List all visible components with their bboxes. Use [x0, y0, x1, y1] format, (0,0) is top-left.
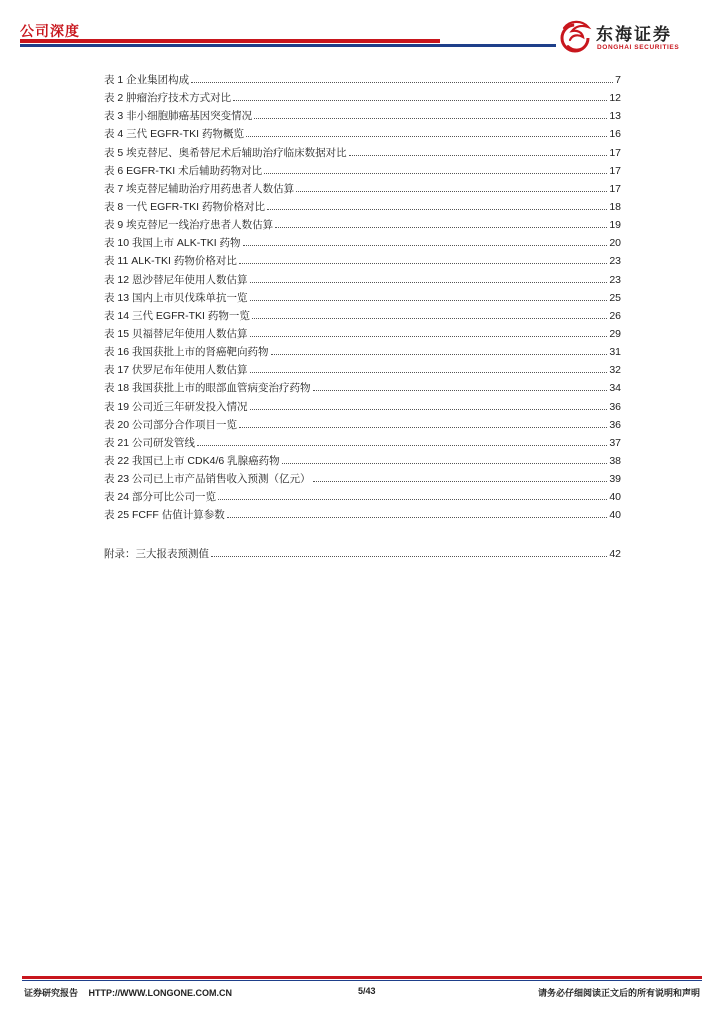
toc-entry-page: 23	[609, 273, 621, 286]
header-section-title: 公司深度	[20, 23, 80, 39]
toc-entry-label: 表 20 公司部分合作项目一览	[104, 418, 238, 431]
toc-entry-page: 36	[609, 418, 621, 431]
toc-entry-label: 表 22 我国已上市 CDK4/6 乳腺癌药物	[104, 454, 280, 467]
toc-leader-dots	[267, 209, 607, 210]
toc-entry[interactable]	[104, 89, 621, 107]
toc-leader-dots	[246, 136, 607, 137]
toc-leader-dots	[218, 499, 607, 500]
toc-entry-label: 表 21 公司研发管线	[104, 436, 196, 449]
toc-entry-page: 34	[609, 382, 621, 395]
footer-divider-blue	[22, 980, 702, 981]
toc-leader-dots	[282, 463, 608, 464]
toc-entry-page: 40	[609, 491, 621, 504]
toc-entry-label: 表 5 埃克替尼、奥希替尼术后辅助治疗临床数据对比	[104, 146, 347, 159]
toc-entry-label: 表 13 国内上市贝伐珠单抗一览	[104, 291, 248, 304]
toc-entry-page: 38	[609, 454, 621, 467]
toc-entry[interactable]	[104, 488, 621, 506]
toc-leader-dots	[250, 282, 608, 283]
toc-entry-page: 31	[609, 346, 621, 359]
toc-entry[interactable]	[104, 470, 621, 488]
toc-entry[interactable]	[104, 271, 621, 289]
toc-leader-dots	[252, 318, 607, 319]
toc-leader-dots	[271, 354, 608, 355]
page-footer	[24, 986, 700, 1000]
toc-entry-label: 表 2 肿瘤治疗技术方式对比	[104, 92, 232, 105]
footer-website-link[interactable]: HTTP://WWW.LONGONE.COM.CN	[88, 988, 233, 998]
toc-entry-label: 表 24 部分可比公司一览	[104, 491, 217, 504]
toc-entry[interactable]	[104, 434, 621, 452]
toc-entry-page: 26	[609, 309, 621, 322]
toc-entry-page: 42	[609, 548, 621, 560]
toc-entry-page: 18	[609, 200, 621, 213]
toc-entry[interactable]	[104, 216, 621, 234]
toc-entry-label: 表 4 三代 EGFR-TKI 药物概览	[104, 128, 245, 141]
toc-entry-page: 40	[609, 509, 621, 522]
toc-leader-dots	[227, 517, 608, 518]
toc-entry-label: 表 25 FCFF 估值计算参数	[104, 509, 225, 522]
toc-entry-label: 表 3 非小细胞肺癌基因突变情况	[104, 110, 253, 123]
footer-page-number: 5/43	[358, 986, 376, 996]
toc-entry[interactable]	[104, 452, 621, 470]
toc-entry-label: 表 10 我国上市 ALK-TKI 药物	[104, 237, 241, 250]
toc-entry[interactable]	[104, 416, 621, 434]
toc-leader-dots	[250, 300, 608, 301]
toc-leader-dots	[243, 245, 608, 246]
toc-entry-page: 39	[609, 473, 621, 486]
toc-entry-label: 表 7 埃克替尼辅助治疗用药患者人数估算	[104, 182, 295, 195]
toc-leader-dots	[264, 173, 607, 174]
toc-leader-dots	[349, 155, 608, 156]
footer-report-type: 证券研究报告	[24, 988, 79, 998]
footer-disclaimer: 请务必仔细阅读正文后的所有说明和声明	[537, 988, 700, 998]
toc-entry-label: 表 14 三代 EGFR-TKI 药物一览	[104, 309, 250, 322]
toc-entry[interactable]	[104, 252, 621, 270]
toc-leader-dots	[211, 556, 607, 557]
table-of-tables-list	[104, 71, 621, 525]
header-divider-blue	[20, 44, 556, 47]
toc-leader-dots	[239, 427, 607, 428]
toc-entry[interactable]	[104, 162, 621, 180]
toc-entry-page: 29	[609, 327, 621, 340]
logo-english-name: DONGHAI SECURITIES	[597, 44, 680, 51]
toc-entry[interactable]	[104, 198, 621, 216]
toc-entry-label: 表 23 公司已上市产品销售收入预测（亿元）	[104, 473, 311, 486]
dragon-logo-icon	[558, 18, 592, 56]
toc-entry[interactable]	[104, 180, 621, 198]
toc-entry-label: 表 16 我国获批上市的肾癌靶向药物	[104, 346, 269, 359]
toc-entry-label: 附录：三大报表预测值	[104, 548, 209, 560]
toc-leader-dots	[239, 263, 607, 264]
toc-entry[interactable]	[104, 325, 621, 343]
header-divider-red	[20, 39, 440, 43]
toc-entry-label: 表 18 我国获批上市的眼部血管病变治疗药物	[104, 382, 311, 395]
toc-entry[interactable]	[104, 506, 621, 524]
toc-leader-dots	[191, 82, 613, 83]
toc-leader-dots	[250, 372, 608, 373]
toc-entry[interactable]	[104, 343, 621, 361]
toc-entry-page: 17	[609, 164, 621, 177]
toc-entry-label: 表 11 ALK-TKI 药物价格对比	[104, 255, 237, 268]
toc-entry-page: 36	[609, 400, 621, 413]
toc-entry-label: 表 19 公司近三年研发投入情况	[104, 400, 248, 413]
toc-leader-dots	[313, 390, 608, 391]
toc-leader-dots	[313, 481, 608, 482]
toc-leader-dots	[275, 227, 607, 228]
toc-entry-label: 表 12 恩沙替尼年使用人数估算	[104, 273, 248, 286]
toc-leader-dots	[250, 336, 608, 337]
toc-entry[interactable]	[104, 379, 621, 397]
toc-entry-page: 23	[609, 255, 621, 268]
donghai-logo	[558, 18, 704, 58]
toc-leader-dots	[250, 409, 608, 410]
toc-entry-page: 16	[609, 128, 621, 141]
toc-entry-page: 13	[609, 110, 621, 123]
toc-entry[interactable]	[104, 234, 621, 252]
logo-chinese-name: 东海证券	[596, 25, 672, 44]
toc-entry-label: 表 6 EGFR-TKI 术后辅助药物对比	[104, 164, 263, 177]
toc-entry-page: 7	[615, 74, 621, 86]
toc-appendix-entry[interactable]	[104, 545, 621, 563]
toc-entry-label: 表 9 埃克替尼一线治疗患者人数估算	[104, 219, 274, 232]
toc-leader-dots	[197, 445, 607, 446]
toc-entry[interactable]	[104, 107, 621, 125]
toc-entry[interactable]	[104, 144, 621, 162]
toc-leader-dots	[233, 100, 607, 101]
toc-entry[interactable]	[104, 125, 621, 143]
toc-entry-page: 37	[609, 436, 621, 449]
toc-entry[interactable]	[104, 289, 621, 307]
toc-leader-dots	[296, 191, 607, 192]
toc-entry-page: 12	[609, 92, 621, 105]
toc-entry[interactable]	[104, 307, 621, 325]
toc-entry[interactable]	[104, 71, 621, 89]
toc-entry-page: 20	[609, 237, 621, 250]
footer-divider-red	[22, 976, 702, 979]
toc-entry-page: 17	[609, 146, 621, 159]
toc-entry-label: 表 8 一代 EGFR-TKI 药物价格对比	[104, 200, 266, 213]
toc-entry-page: 17	[609, 182, 621, 195]
toc-entry-page: 19	[609, 219, 621, 232]
toc-entry[interactable]	[104, 398, 621, 416]
toc-entry-label: 表 1 企业集团构成	[104, 74, 190, 86]
toc-entry-label: 表 15 贝福替尼年使用人数估算	[104, 327, 248, 340]
toc-entry[interactable]	[104, 361, 621, 379]
toc-leader-dots	[254, 118, 607, 119]
toc-entry-label: 表 17 伏罗尼布年使用人数估算	[104, 364, 248, 377]
toc-entry-page: 25	[609, 291, 621, 304]
toc-entry-page: 32	[609, 364, 621, 377]
